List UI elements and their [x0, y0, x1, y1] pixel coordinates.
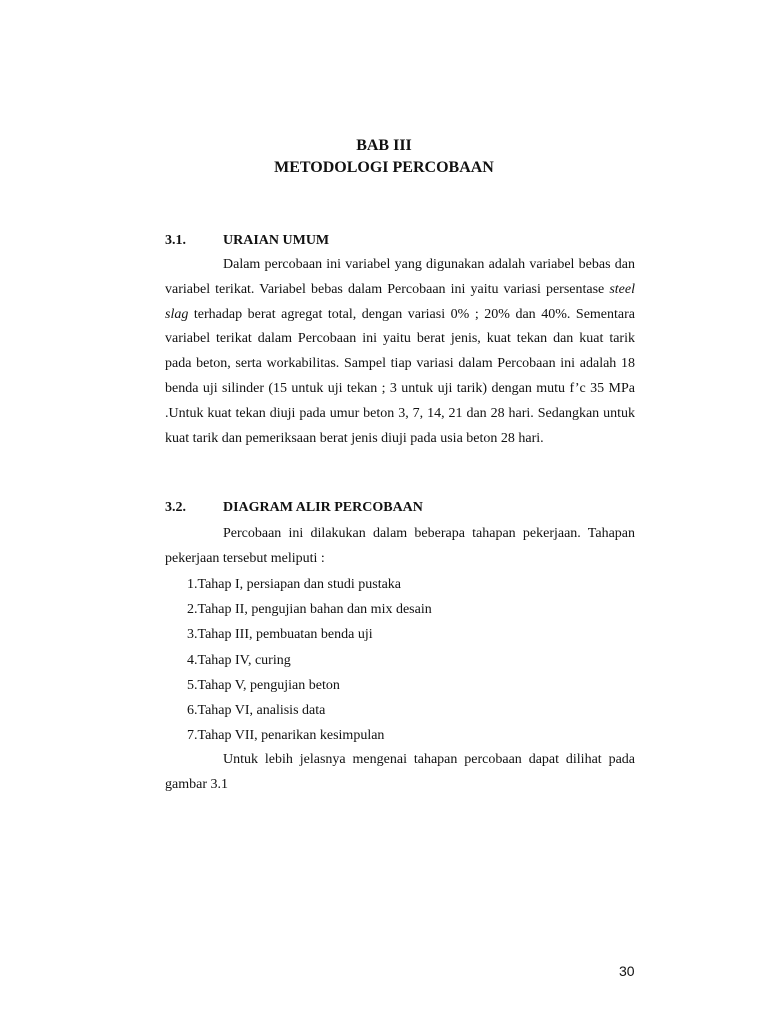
section-number: 3.2. [165, 500, 186, 515]
page-number: 30 [619, 963, 635, 979]
list-item: 1.Tahap I, persiapan dan studi pustaka [187, 577, 402, 592]
paragraph-italic-term: steel slag [165, 281, 635, 322]
intro-text: Percobaan ini dilakukan dalam beberapa tahapan pekerjaan. Tahapan pekerjaan tersebut meliputi : [165, 526, 635, 566]
chapter-title: METODOLOGI PERCOBAAN [274, 159, 494, 176]
list-item: 6.Tahap VI, analisis data [187, 702, 326, 718]
paragraph-text-part1: Dalam percobaan ini variabel yang digunakan adalah variabel bebas dan variabel terikat. Variabel bebas dalam Percobaan ini yaitu variasi persentase [165, 257, 635, 297]
chapter-label: BAB III [356, 137, 412, 154]
closing-paragraph [165, 748, 635, 798]
section-heading-3-2 [165, 500, 423, 516]
section-3-1-paragraph [165, 253, 635, 451]
section-3-2-intro [165, 522, 635, 572]
section-number: 3.1. [165, 233, 186, 248]
section-title: DIAGRAM ALIR PERCOBAAN [223, 500, 423, 515]
list-item: 4.Tahap IV, curing [187, 652, 291, 668]
list-item: 5.Tahap V, pengujian beton [187, 677, 340, 693]
list-item: 7.Tahap VII, penarikan kesimpulan [187, 728, 385, 744]
closing-text: Untuk lebih jelasnya mengenai tahapan percobaan dapat dilihat pada gambar 3.1 [165, 752, 635, 792]
list-item: 2.Tahap II, pengujian bahan dan mix desain [187, 602, 432, 618]
list-item: 3.Tahap III, pembuatan benda uji [187, 627, 373, 643]
section-heading-3-1 [165, 233, 329, 249]
paragraph-text-part2: terhadap berat agregat total, dengan variasi 0% ; 20% dan 40%. Sementara variabel terikat dalam Percobaan ini yaitu berat jenis, kuat tekan dan kuat tarik pada beton, serta workabilitas. Sampel tiap variasi dalam Percobaan ini adalah 18 benda uji silinder (15 untuk uji tekan ; 3 untuk uji tarik) dengan mutu f’c 35 MPa .Untuk kuat tekan diuji pada umur beton 3, 7, 14, 21 dan 28 hari. Sedangkan untuk kuat tarik dan pemeriksaan berat jenis diuji pada usia beton 28 hari. [165, 306, 635, 446]
section-title: URAIAN UMUM [223, 233, 330, 248]
steps-list [187, 572, 432, 748]
